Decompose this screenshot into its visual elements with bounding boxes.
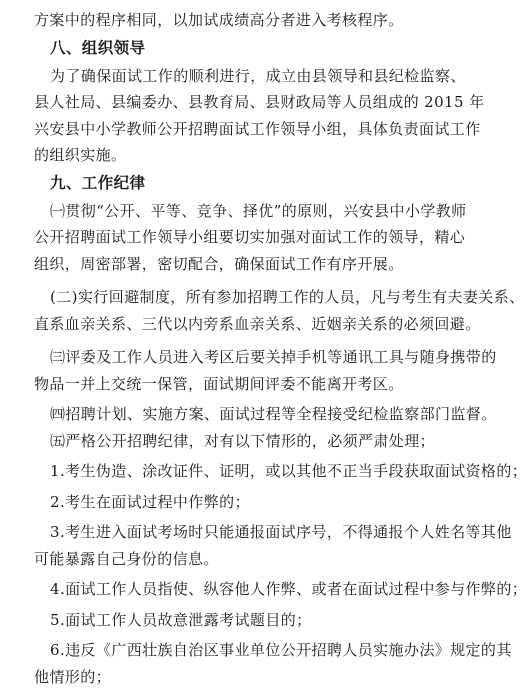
paragraph-line: 县人社局、县编委办、县教育局、县财政局等人员组成的 2015 年 [34, 89, 442, 116]
list-item-2: 2.考生在面试过程中作弊的； [34, 489, 442, 516]
section-heading-organization: 八、组织领导 [34, 34, 442, 63]
paragraph-line: 的组织实施。 [34, 142, 442, 169]
paragraph-line: ㈣招聘计划、实施方案、面试过程等全程接受纪检监察部门监督。 [34, 401, 442, 428]
paragraph-line: 组织，周密部署，密切配合，确保面试工作有序开展。 [34, 251, 442, 278]
paragraph-line: ㈢评委及工作人员进入考区后要关掉手机等通讯工具与随身携带的 [34, 344, 442, 371]
paragraph-line: (二)实行回避制度，所有参加招聘工作的人员，凡与考生有夫妻关系、 [34, 284, 442, 311]
list-item-3: 3.考生进入面试考场时只能通报面试序号，不得通报个人姓名等其他 [34, 519, 442, 546]
paragraph-line: 方案中的程序相同，以加试成绩高分者进入考核程序。 [34, 7, 442, 34]
paragraph-line: 为了确保面试工作的顺利进行，成立由县领导和县纪检监察、 [34, 63, 442, 90]
paragraph-line: 物品一并上交统一保管，面试期间评委不能离开考区。 [34, 371, 442, 398]
list-item-5: 5.面试工作人员故意泄露考试题目的； [34, 607, 442, 634]
paragraph-line: 公开招聘面试工作领导小组要切实加强对面试工作的领导，精心 [34, 224, 442, 251]
list-item-4: 4.面试工作人员指使、纵容他人作弊、或者在面试过程中参与作弊的； [34, 576, 442, 603]
list-item-6: 6.违反《广西壮族自治区事业单位公开招聘人员实施办法》规定的其 [34, 637, 442, 664]
paragraph-line: 可能暴露自己身份的信息。 [34, 546, 442, 573]
section-heading-discipline: 九、工作纪律 [34, 169, 442, 198]
spacer [34, 337, 442, 344]
list-item-1: 1.考生伪造、涂改证件、证明，或以其他不正当手段获取面试资格的； [34, 458, 442, 485]
paragraph-line: 他情形的； [34, 664, 442, 690]
paragraph-line: 兴安县中小学教师公开招聘面试工作领导小组，具体负责面试工作 [34, 116, 442, 143]
paragraph-line: ㈤严格公开招聘纪律，对有以下情形的，必须严肃处理； [34, 428, 442, 455]
paragraph-line: ㈠贯彻“公开、平等、竞争、择优”的原则，兴安县中小学教师 [34, 198, 442, 225]
spacer [34, 277, 442, 284]
paragraph-line: 直系血亲关系、三代以内旁系血亲关系、近姻亲关系的必须回避。 [34, 311, 442, 338]
